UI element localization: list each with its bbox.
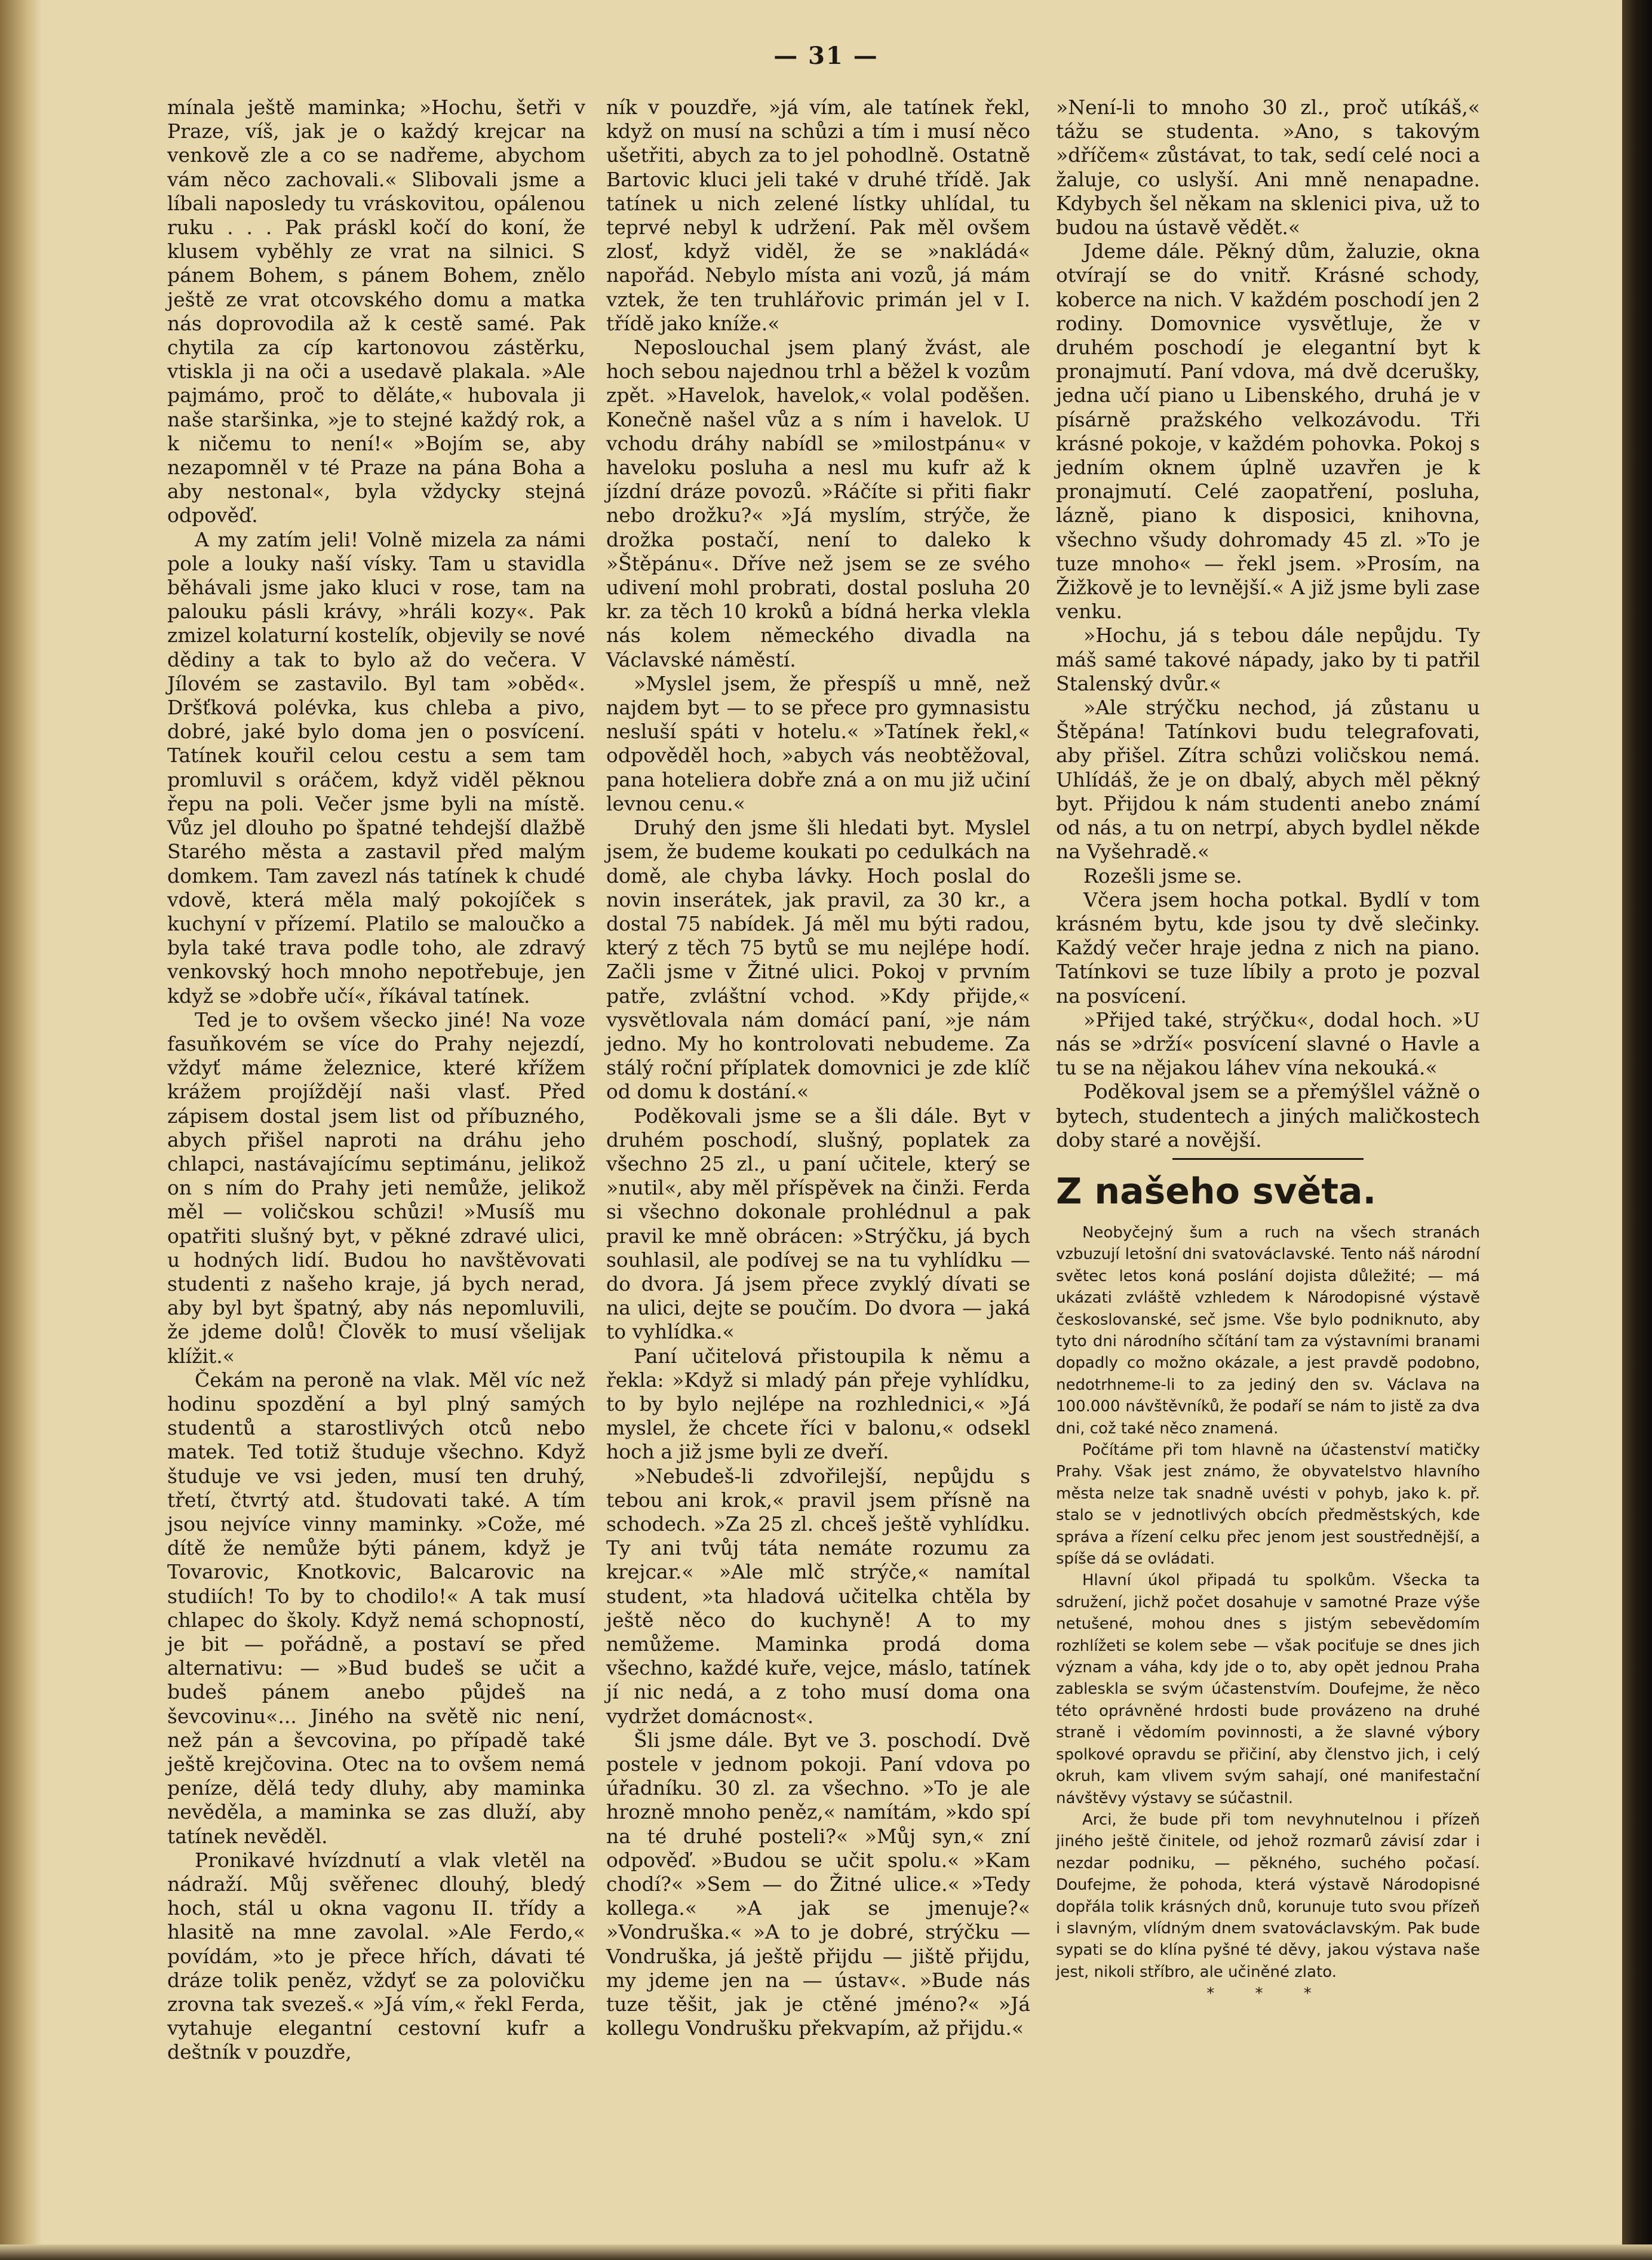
paragraph: »Přijed také, strýčku«, dodal hoch. »U nás se »drží« posvícení slavné o Havle a tu se na nějakou láhev vína nekouká.« [1056,1008,1480,1080]
paragraph: Ted je to ovšem všecko jiné! Na voze fasuňkovém se více do Prahy nejezdí, vždyť máme železnice, které křížem krážem projíždějí naši vlasť. Před zápisem dostal jsem list od příbuzného, abych přišel naproti na dráhu jeho chlapci, nastávajícímu septimánu, jelikož on s ním do Prahy jeti nemůže, jelikož měl — voličskou schůzi! »Musíš mu opatřiti slušný byt, v pěkné zdravé ulici, u hodných lidí. Budou ho navštěvovati studenti z našeho kraje, já bych nerad, aby byl byt špatný, aby nás nepomluvili, že jdeme dolů! Člověk to musí všelijak klížit.« [167,1008,585,1368]
paragraph: »Myslel jsem, že přespíš u mně, než najdem byt — to se přece pro gymnasistu nesluší spáti v hotelu.« »Tatínek řekl,« odpověděl hoch, »abych vás neobtěžoval, pana hoteliera dobře zná a on mu již učiní levnou cenu.« [606,671,1030,815]
paragraph: Čekám na peroně na vlak. Měl víc než hodinu spozdění a byl plný samých studentů a starostlivých otců nebo matek. Ted totiž študuje všechno. Když študuje ve vsi jeden, musí ten druhý, třetí, čtvrtý atd. študovati také. A tím jsou nejvíce vinny maminky. »Cože, mé dítě že nemůže býti pánem, když je Tovarovic, Knotkovic, Balcarovic na studiích! To by to chodilo!« A tak musí chlapec do školy. Když nemá schopností, je bit — pořádně, a postaví se před alternativu: — »Bud budeš se učit a budeš pánem anebo půjdeš na ševcovinu«... Jiného na světě nic není, než pán a ševcovina, po případě také ještě krejčovina. Otec na to ovšem nemá peníze, dělá tedy dluhy, aby maminka nevěděla, a maminka se zas dluží, aby tatínek nevěděl. [167,1368,585,1848]
section-divider [1172,1158,1364,1160]
page-edge-bottom [0,2244,1652,2260]
paragraph: Neobyčejný šum a ruch na všech stranách vzbuzují letošní dni svatováclavské. Tento náš národní světec letos koná poslání dojista důležité; — má ukázati zvláště vzhledem k Národopisné výstavě českoslovanské, seč jsme. Vše bylo podniknuto, aby tyto dni národního sčítání tam za výstavními branami dopadly co možno okázale, a jest pravdě podobno, nedotrhneme-li to za jediný den sv. Václava na 100.000 návštěvníků, že podaří se nám to jistě za dva dni, což také něco znamená. [1056,1223,1480,1438]
column-1 [167,96,585,2065]
paragraph: Arci, že bude při tom nevyhnutelnou i přízeň jiného ještě činitele, od jehož rozmarů závisí zdar i nezdar podniku, — pěkného, suchého počasí. Doufejme, že pohoda, která výstavě Národopisné dopřála tolik krásných dnů, korunuje tuto svou přízeň i slavným, vlídným dnem svatováclavským. Pak bude sypati se do klína pyšné té děvy, jakou výstava naše jest, nikoli stříbro, ale učiněné zlato. [1056,1810,1480,1981]
paragraph: »Není-li to mnoho 30 zl., proč utíkáš,« tážu se studenta. »Ano, s takovým »dříčem« zůstávat, to tak, sedí celé noci a žaluje, co uslyší. Ani mně nenapadne. Kdybych šel někam na sklenici piva, už to budou na ústavě vědět.« [1056,96,1480,239]
column-3 [1056,96,1480,2005]
paragraph: Pronikavé hvízdnutí a vlak vletěl na nádraží. Můj svěřenec dlouhý, bledý hoch, stál u okna vagonu II. třídy a hlasitě na mne zavolal. »Ale Ferdo,« povídám, »to je přece hřích, dávati té dráze tolik peněz, vždyť se za polovičku zrovna tak svezeš.« »Já vím,« řekl Ferda, vytahuje elegantní cestovní kufr a deštník v pouzdře, [167,1848,585,2064]
paragraph: »Hochu, já s tebou dále nepůjdu. Ty máš samé takové nápady, jako by ti patřil Stalenský dvůr.« [1056,624,1480,695]
paragraph: »Nebudeš-li zdvořilejší, nepůjdu s tebou ani krok,« pravil jsem přísně na schodech. »Za 25 zl. chceš ještě vyhlídku. Ty ani tvůj táta nemáte rozumu za krejcar.« »Ale mlč strýče,« namítal student, »ta hladová učitelka chtěla by ještě něco do kuchyně! A to my nemůžeme. Maminka prodá doma všechno, každé kuře, vejce, máslo, tatínek jí nic nedá, a z toho musí doma ona vydržet domácnost«. [606,1464,1030,1728]
paragraph: ník v pouzdře, »já vím, ale tatínek řekl, když on musí na schůzi a tím i musí něco ušetřiti, abych za to jel pohodlně. Ostatně Bartovic kluci jeli také v druhé třídě. Jak tatínek u nich zelené lístky uhlídal, tu teprvé nebyl k udržení. Pak měl ovšem zlosť, když viděl, že se »nakládá« napořád. Nebylo místa ani vozů, já mám vztek, že ten truhlářovic primán jel v I. třídě jako kníže.« [606,96,1030,335]
section-title: Z našeho světa. [1056,1170,1377,1212]
paragraph: Druhý den jsme šli hledati byt. Myslel jsem, že budeme koukati po cedulkách na domě, ale chyba lávky. Hoch poslal do novin inserátek, jak pravil, za 30 kr., a dostal 75 nabídek. Já měl mu býti radou, který z těch 75 bytů se mu nejlépe hodí. Začli jsme v Žitné ulici. Pokoj v prvním patře, zvláštní vchod. »Kdy přijde,« vysvětlovala nám domácí paní, »je nám jedno. My ho kontrolovati nebudeme. Za stálý roční příplatek domovnici je zde klíč od domu k dostání.« [606,816,1030,1104]
page-edge-left [0,0,42,2260]
paragraph: Počítáme při tom hlavně na účastenství matičky Prahy. Však jest známo, že obyvatelstvo hlavního města nelze tak snadně uvésti v pohyb, jako k. př. stalo se v jednotlivých obcích předměstských, kde správa a řízení celku přec jenom jest soustřednější, a spíše dá se ovládati. [1056,1441,1480,1568]
paragraph: »Ale strýčku nechod, já zůstanu u Štěpána! Tatínkovi budu telegrafovati, aby přišel. Zítra schůzi voličskou nemá. Uhlídáš, že je on dbalý, abych měl pěkný byt. Přijdou k nám studenti anebo známí od nás, a tu on netrpí, abych bydlel někde na Vyšehradě.« [1056,696,1480,864]
paragraph: Poděkovali jsme se a šli dále. Byt v druhém poschodí, slušný, poplatek za všechno 25 zl., u paní učitele, který se »nutil«, aby měl příspěvek na činži. Ferda si všechno dokonale prohlédnul a pak pravil ke mně obrácen: »Strýčku, já bych souhlasil, ale podívej se na tu vyhlídku — do dvora. Já jsem přece zvyklý dívati se na ulici, dejte se poučím. Do dvora — jaká to vyhlídka.« [606,1104,1030,1344]
paragraph: Hlavní úkol připadá tu spolkům. Všecka ta sdružení, jichž počet dosahuje v samotné Praze výše netušené, mohou dnes s jistým sebevědomím rozhlížeti se kolem sebe — však pociťuje se dnes jich význam a váha, kdy jde o to, aby opět jednou Praha zableskla se svým účastenstvím. Doufejme, že něco této oprávněné hrdosti bude provázeno na druhé straně i vědomím povinnosti, a že slavné výbory spolkové opravdu se přičiní, aby členstvo jich, i celý okruh, kam vlivem svým sahají, oné manifestační návštěvy výstavy se súčastnil. [1056,1571,1480,1807]
paragraph: Včera jsem hocha potkal. Bydlí v tom krásném bytu, kde jsou ty dvě slečinky. Každý večer hraje jedna z nich na piano. Tatínkovi se tuze líbily a proto je pozval na posvícení. [1056,888,1480,1008]
paragraph: mínala ještě maminka; »Hochu, šetři v Praze, víš, jak je o každý krejcar na venkově zle a co se nadřeme, abychom vám něco zachovali.« Slibovali jsme a líbali naposledy tu vráskovitou, opálenou ruku . . . Pak práskl kočí do koní, že klusem vyběhly ze vrat na silnici. S pánem Bohem, s pánem Bohem, znělo ještě ze vrat otcovského domu a matka nás doprovodila až k cestě samé. Pak chytila za cíp kartonovou zástěrku, vtiskla ji na oči a usedavě plakala. »Ale pajmámo, proč to děláte,« hubovala ji naše staršinka, »je to stejné každý rok, a k ničemu to není!« »Bojím se, aby nezapomněl v té Praze na pána Boha a aby nestonal«, byla vždycky stejná odpověď. [167,96,585,527]
page-number: — 31 — [773,42,879,70]
page-edge-right [1622,0,1652,2260]
paragraph: Paní učitelová přistoupila k němu a řekla: »Když si mladý pán přeje vyhlídku, to by bylo nejlépe na rozhlednici,« »Já myslel, že chcete říci v balonu,« odsekl hoch a již jsme byli ze dveří. [606,1344,1030,1464]
section-body [1056,1222,1480,2005]
column-2 [606,96,1030,2040]
paragraph: Neposlouchal jsem planý žvást, ale hoch sebou najednou trhl a běžel k vozům zpět. »Havelok, havelok,« volal poděšen. Konečně našel vůz a s ním i havelok. U vchodu dráhy nabídl se »milostpánu« v haveloku posluha a nesl mu kufr až k jízdní dráze povozů. »Ráčíte si přiti fiakr nebo drožku?« »Já myslím, strýče, že drožka postačí, není to daleko k »Štěpánu«. Dříve než jsem se ze svého udivení mohl probrati, dostal posluha 20 kr. za těch 10 kroků a bídná herka vlekla nás kolem německého divadla na Václavské náměstí. [606,336,1030,671]
paragraph: Jdeme dále. Pěkný dům, žaluzie, okna otvírají se do vnitř. Krásné schody, koberce na nich. V každém poschodí jen 2 rodiny. Domovnice vysvětluje, že v druhém poschodí je elegantní byt k pronajmutí. Paní vdova, má dvě dcerušky, jedna učí piano u Libenského, druhá je v písárně pražského velkozávodu. Tři krásné pokoje, v každém pohovka. Pokoj s jedním oknem úplně uzavřen je k pronajmutí. Celé zaopatření, posluha, lázně, piano k disposici, knihovna, všechno všudy dohromady 45 zl. »To je tuze mnoho« — řekl jsem. »Prosím, na Žižkově je to levnější.« A již jsme byli zase venku. [1056,239,1480,624]
end-stars: * * * [1206,1985,1329,2003]
paragraph: Poděkoval jsem se a přemýšlel vážně o bytech, studentech a jiných maličkostech doby staré a novější. [1056,1080,1480,1152]
paragraph: Rozešli jsme se. [1083,864,1242,888]
paragraph: Šli jsme dále. Byt ve 3. poschodí. Dvě postele v jednom pokoji. Paní vdova po úřadníku. 30 zl. za všechno. »To je ale hrozně mnoho peněz,« namítám, »kdo spí na té druhé posteli?« »Můj syn,« zní odpověď. »Budou se učit spolu.« »Kam chodí?« »Sem — do Žitné ulice.« »Tedy kollega.« »A jak se jmenuje?« »Vondruška.« »A to je dobré, strýčku — Vondruška, já ještě přijdu — jiště přijdu, my jdeme jen na — ústav«. »Bude nás tuze těšit, jak je ctěné jméno?« »Já kollegu Vondrušku překvapím, až přijdu.« [606,1728,1030,2040]
paragraph: A my zatím jeli! Volně mizela za námi pole a louky naší vísky. Tam u stavidla běhávali jsme jako kluci v rose, tam na palouku pásli krávy, »hráli kozy«. Pak zmizel kolaturní kostelík, objevily se nové dědiny a tak to bylo až do večera. V Jílovém se zastavilo. Byl tam »oběd«. Dršťková polévka, kus chleba a pivo, dobré, jaké bylo doma jen o posvícení. Tatínek kouřil celou cestu a sem tam promluvil s oráčem, když viděl pěknou řepu na poli. Večer jsme byli na místě. Vůz jel dlouho po špatné tehdejší dlažbě Starého města a zastavil před malým domkem. Tam zavezl nás tatínek k chudé vdově, která měla malý pokojíček s kuchyní v přízemí. Platilo se maloučko a byla také trava podle toho, ale zdravý venkovský hoch mnoho nepotřebuje, jen když se »dobře učí«, říkával tatínek. [167,527,585,1008]
